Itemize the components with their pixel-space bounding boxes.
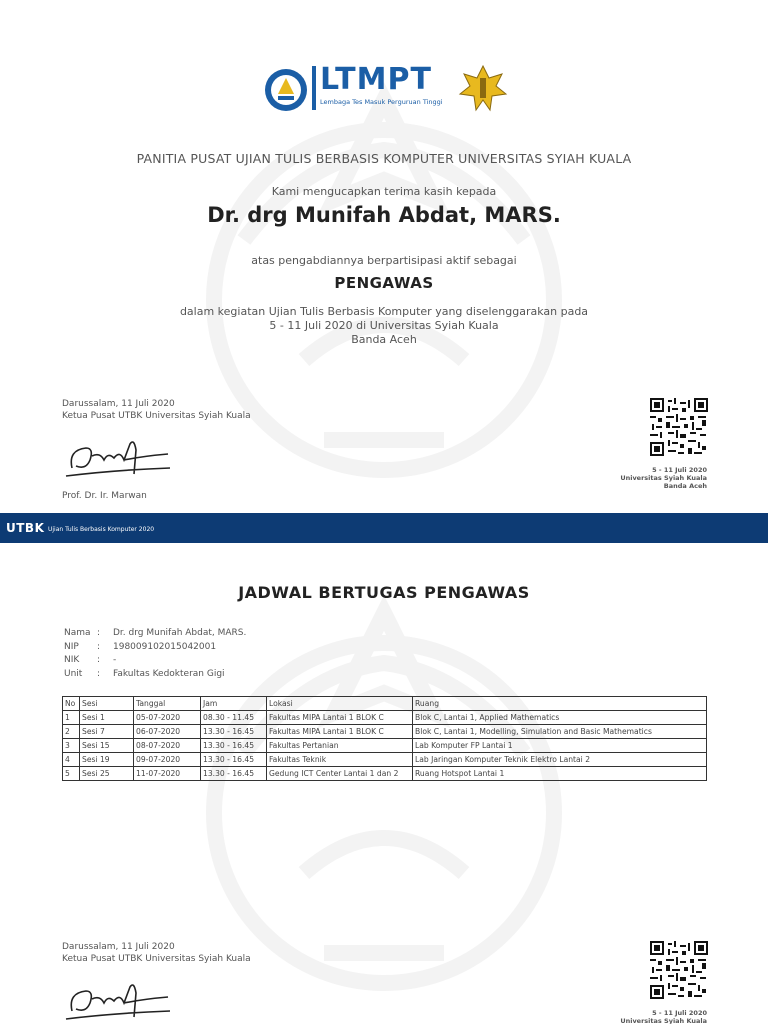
committee-heading: PANITIA PUSAT UJIAN TULIS BERBASIS KOMPUTER UNIVERSITAS SYIAH KUALA [136,151,632,166]
table-cell: Fakultas Teknik [267,753,413,767]
table-cell: Sesi 15 [80,739,134,753]
info-row [64,642,246,656]
table-cell: 13.30 - 16.45 [201,739,267,753]
info-label: NIP [64,641,79,652]
table-cell: Gedung ICT Center Lantai 1 dan 2 [267,767,413,781]
column-header: Jam [201,697,267,711]
signer-title: Ketua Pusat UTBK Universitas Syiah Kuala [62,411,251,421]
table-header-row [63,697,707,711]
info-value: Dr. drg Munifah Abdat, MARS. [113,628,247,638]
table-row [63,711,707,725]
table-row [63,739,707,753]
table-cell: 2 [63,725,80,739]
signature-block [62,941,251,965]
table-cell: 11-07-2020 [134,767,201,781]
ltmpt-logo-text: LTMPT [320,62,432,97]
qr-caption-university: Universitas Syiah Kuala [620,1017,707,1024]
info-row [64,628,246,642]
table-row [63,753,707,767]
schedule-table [62,696,707,781]
table-cell: 06-07-2020 [134,725,201,739]
info-label: NIK [64,655,80,665]
logo-row [0,64,768,112]
info-row [64,669,246,683]
info-colon: : [97,641,101,652]
table-cell: 09-07-2020 [134,753,201,767]
ltmpt-divider [312,66,316,110]
table-cell: Lab Jaringan Komputer Teknik Elektro Lantai 2 [413,753,707,767]
column-header: Tanggal [134,697,201,711]
kemdikbud-logo-icon [264,68,308,112]
table-cell: 13.30 - 16.45 [201,753,267,767]
table-cell: Blok C, Lantai 1, Applied Mathematics [413,711,707,725]
table-cell: Blok C, Lantai 1, Modelling, Simulation and Basic Mathematics [413,725,707,739]
info-label: Unit [64,668,83,679]
info-row [64,655,246,669]
footer-subtitle: Ujian Tulis Berbasis Komputer 2020 [48,526,155,533]
table-cell: 1 [63,711,80,725]
table-cell: Lab Komputer FP Lantai 1 [413,739,707,753]
desc-line-3: Banda Aceh [351,333,417,346]
table-cell: 13.30 - 16.45 [201,767,267,781]
unsyiah-logo-icon [458,64,508,112]
table-cell: 3 [63,739,80,753]
table-row [63,725,707,739]
table-cell: Fakultas MIPA Lantai 1 BLOK C [267,711,413,725]
column-header: Ruang [413,697,707,711]
thanks-text: Kami mengucapkan terima kasih kepada [271,185,497,198]
participation-text: atas pengabdiannya berpartisipasi aktif sebagai [251,254,517,267]
signer-name: Prof. Dr. Ir. Marwan [62,491,147,501]
info-colon: : [97,655,101,665]
event-description [0,305,768,347]
qr-caption-date: 5 - 11 Juli 2020 [652,466,707,474]
supervisor-info [64,628,246,682]
ltmpt-tagline: Lembaga Tes Masuk Perguruan Tinggi [320,98,443,106]
signature-icon [64,430,174,482]
qr-caption-university: Universitas Syiah Kuala [620,474,707,482]
column-header: Lokasi [267,697,413,711]
table-cell: Sesi 19 [80,753,134,767]
place-date: Darussalam, 11 Juli 2020 [62,942,175,952]
signature-block [62,398,251,422]
qr-code-icon[interactable] [650,941,708,999]
signature-icon [64,973,174,1024]
table-cell: Sesi 25 [80,767,134,781]
table-cell: Fakultas MIPA Lantai 1 BLOK C [267,725,413,739]
qr-caption-date: 5 - 11 Juli 2020 [652,1009,707,1017]
table-cell: Sesi 7 [80,725,134,739]
desc-line-1: dalam kegiatan Ujian Tulis Berbasis Komputer yang diselenggarakan pada [179,305,589,318]
recipient-name: Dr. drg Munifah Abdat, MARS. [207,203,561,227]
qr-caption-city: Banda Aceh [663,482,707,490]
qr-code-icon[interactable] [650,398,708,456]
schedule-page [0,543,768,1024]
table-cell: 13.30 - 16.45 [201,725,267,739]
place-date: Darussalam, 11 Juli 2020 [62,399,175,409]
schedule-title: JADWAL BERTUGAS PENGAWAS [238,583,530,602]
info-value: 198009102015042001 [113,641,217,652]
table-cell: 08.30 - 11.45 [201,711,267,725]
table-cell: Ruang Hotspot Lantai 1 [413,767,707,781]
info-colon: : [97,668,101,679]
table-cell: 5 [63,767,80,781]
info-value: Fakultas Kedokteran Gigi [113,668,225,679]
table-cell: 05-07-2020 [134,711,201,725]
table-cell: 08-07-2020 [134,739,201,753]
info-value: - [113,655,117,665]
table-cell: 4 [63,753,80,767]
column-header: Sesi [80,697,134,711]
table-cell: Fakultas Pertanian [267,739,413,753]
qr-caption [600,1009,707,1024]
table-row [63,767,707,781]
table-cell: Sesi 1 [80,711,134,725]
desc-line-2: 5 - 11 Juli 2020 di Universitas Syiah Kuala [269,319,499,332]
qr-caption [600,466,707,490]
footer-brand: UTBK [6,521,45,535]
university-watermark-icon [184,60,584,540]
column-header: No [63,697,80,711]
footer-bar [0,513,768,543]
signer-title: Ketua Pusat UTBK Universitas Syiah Kuala [62,954,251,964]
info-colon: : [97,628,101,638]
role-title: PENGAWAS [334,274,434,292]
info-label: Nama [64,628,91,638]
